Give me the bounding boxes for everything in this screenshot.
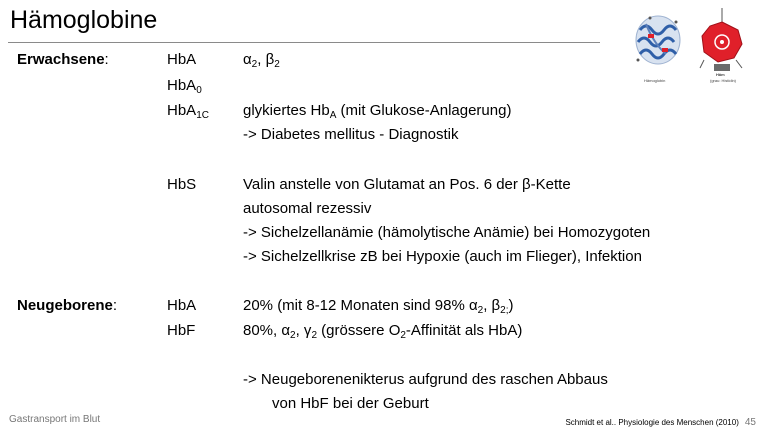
- newborn-hba-description: 20% (mit 8-12 Monaten sind 98% $\alpha_2$, $\beta_{2;}$): [243, 297, 514, 316]
- hba-description: $\alpha_2$, $\beta_2$: [243, 51, 280, 70]
- hemoglobin-figure: [630, 10, 688, 84]
- code-newborn-hba: HbA: [167, 297, 197, 314]
- footer-citation: Schmidt et al.. Physiologie des Menschen (2010) 45: [565, 417, 756, 428]
- jaundice-note-line-2: von HbF bei der Geburt: [272, 395, 429, 412]
- hbs-line-4: -> Sichelzellkrise zB bei Hypoxie (auch im Flieger), Infektion: [243, 248, 642, 265]
- hba1c-description: glykiertes $Hb_A$ (mit Glukose-Anlagerung): [243, 102, 512, 121]
- code-hbs: HbS: [167, 176, 197, 193]
- code-hbf: HbF: [167, 322, 196, 339]
- section-label-newborn: Neugeborene:: [17, 297, 118, 314]
- title-divider: [8, 42, 600, 43]
- hbf-description: 80%, $\alpha_2$, $\gamma_2$ (grössere $O_2$-Affinität als HbA): [243, 322, 523, 341]
- page-title: Hämoglobine: [10, 6, 158, 34]
- heme-sub-caption: (grau: Histidin): [710, 78, 737, 83]
- heme-figure: [696, 6, 748, 86]
- jaundice-note-line-1: -> Neugeborenenikterus aufgrund des raschen Abbaus: [243, 371, 608, 388]
- diabetes-note: -> Diabetes mellitus - Diagnostik: [243, 126, 459, 143]
- footer-topic: Gastransport im Blut: [9, 414, 101, 425]
- hbs-line-1: Valin anstelle von Glutamat an Pos. 6 der β-Kette: [243, 176, 571, 193]
- code-hba: HbA: [167, 51, 197, 68]
- page-number: 45: [744, 417, 756, 428]
- code-hba0: HbA$_0$: [167, 77, 202, 96]
- hemoglobin-caption: Hämoglobin: [644, 78, 666, 83]
- code-hba1c: HbA$_{1C}$: [167, 102, 209, 121]
- hbs-line-2: autosomal rezessiv: [243, 200, 372, 217]
- hbs-line-3: -> Sichelzellanämie (hämolytische Anämie) bei Homozygoten: [243, 224, 651, 241]
- section-label-adult: Erwachsene:: [17, 51, 109, 68]
- heme-caption: Häm: [716, 72, 725, 77]
